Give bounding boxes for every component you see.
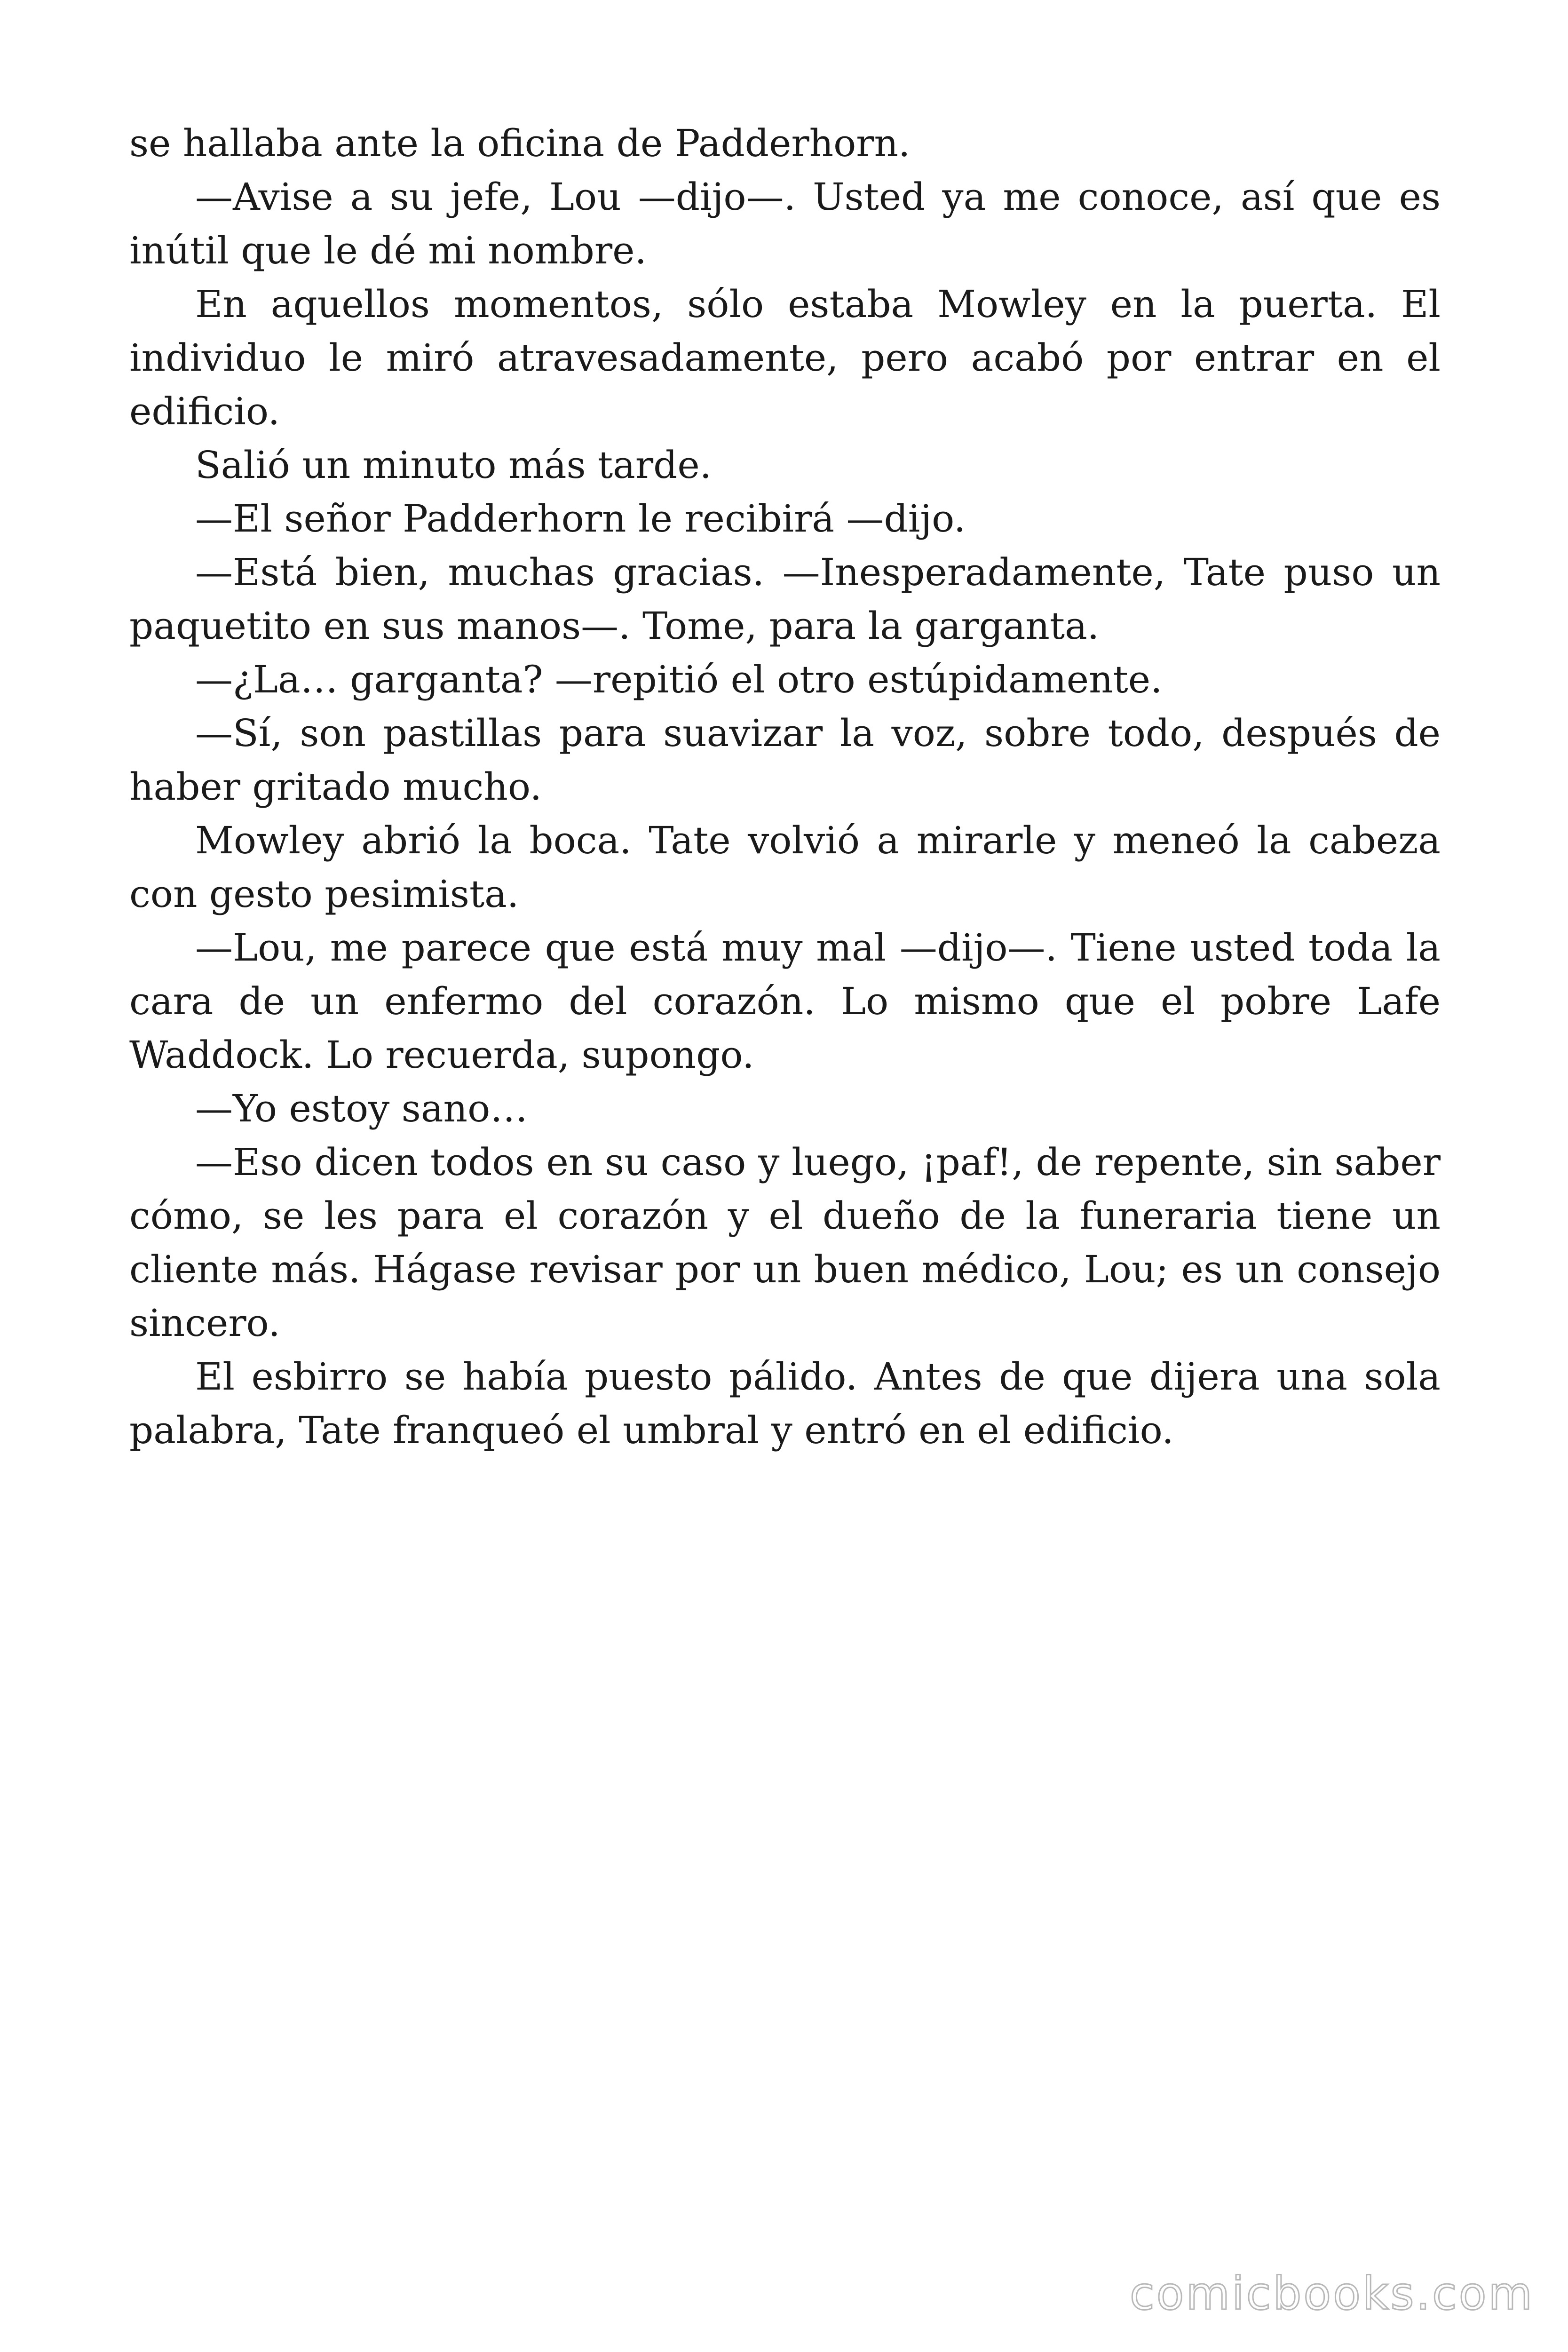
paragraph-7: —¿La… garganta? —repitió el otro estúpidamente. [195, 658, 1163, 701]
paragraph-8: —Sí, son pastillas para suavizar la voz, sobre todo, después de haber gritado mucho. [129, 711, 1441, 809]
paragraph-6: —Está bien, muchas gracias. —Inesperadamente, Tate puso un paquetito en sus manos—. Tome, para la garganta. [129, 550, 1441, 648]
paragraph-13: El esbirro se había puesto pálido. Antes de que dijera una sola palabra, Tate franqueó el umbral y entró en el edificio. [129, 1355, 1441, 1452]
paragraph-9: Mowley abrió la boca. Tate volvió a mirarle y meneó la cabeza con gesto pesimista. [129, 818, 1441, 916]
watermark: comicbooks.com [1129, 2267, 1534, 2320]
paragraph-10: —Lou, me parece que está muy mal —dijo—. Tiene usted toda la cara de un enfermo del corazón. Lo mismo que el pobre Lafe Waddock. Lo recuerda, supongo. [129, 926, 1441, 1077]
paragraph-4: Salió un minuto más tarde. [195, 443, 712, 487]
paragraph-3: En aquellos momentos, sólo estaba Mowley en la puerta. El individuo le miró atravesadamente, pero acabó por entrar en el edificio. [129, 282, 1441, 433]
paragraph-1: se hallaba ante la oficina de Padderhorn. [129, 121, 911, 165]
paragraph-11: —Yo estoy sano… [195, 1087, 528, 1130]
paragraph-12: —Eso dicen todos en su caso y luego, ¡paf!, de repente, sin saber cómo, se les para el corazón y el dueño de la funeraria tiene un cliente más. Hágase revisar por un buen médico, Lou; es un consejo sincero. [129, 1140, 1441, 1345]
page-body [129, 117, 1441, 1457]
paragraph-2: —Avise a su jefe, Lou —dijo—. Usted ya me conoce, así que es inútil que le dé mi nombre. [129, 175, 1441, 272]
paragraph-5: —El señor Padderhorn le recibirá —dijo. [195, 497, 966, 540]
